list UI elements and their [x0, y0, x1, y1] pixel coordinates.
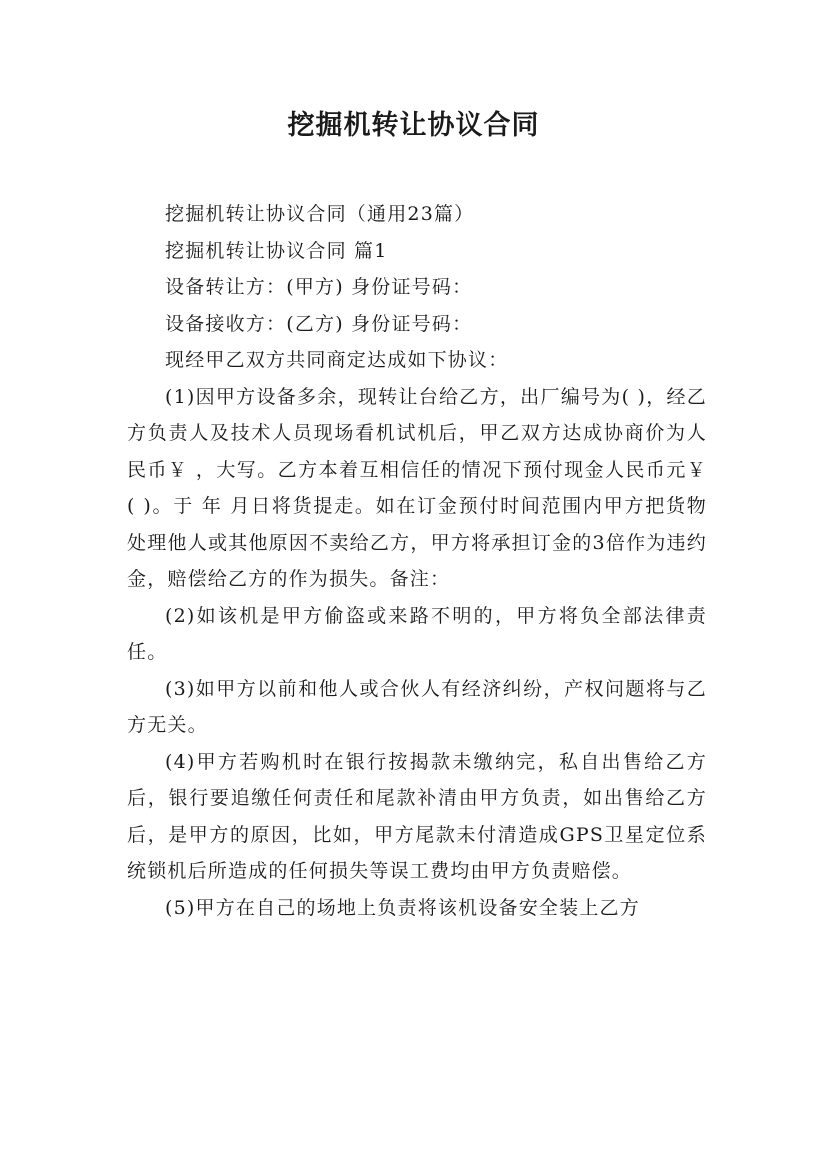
paragraph-clause-2: (2)如该机是甲方偷盗或来路不明的，甲方将负全部法律责任。: [127, 604, 707, 663]
document-title: 挖掘机转让协议合同: [287, 110, 540, 141]
paragraph-clause-1: (1)因甲方设备多余，现转让台给乙方，出厂编号为( )，经乙方负责人及技术人员现场看机试机后，甲乙双方达成协商价为人民币￥ ，大写。乙方本着互相信任的情况下预付现金人民币元￥( )。于 年 月日将货提走。如在订金预付时间范围内甲方把货物处理他人或其他原因不卖给乙方，甲方将承担订金的3倍作为违约金，赔偿给乙方的作为损失。备注：: [127, 385, 707, 590]
paragraph-section-heading: 挖掘机转让协议合同 篇1: [165, 239, 388, 262]
paragraph-subtitle: 挖掘机转让协议合同（通用23篇）: [165, 203, 475, 225]
paragraph-transferor: 设备转让方：(甲方) 身份证号码：: [165, 276, 473, 298]
paragraph-agreement-intro: 现经甲乙双方共同商定达成如下协议：: [165, 349, 509, 371]
paragraph-receiver: 设备接收方：(乙方) 身份证号码：: [165, 312, 473, 335]
document-body: [127, 196, 707, 926]
paragraph-clause-5: (5)甲方在自己的场地上负责将该机设备安全装上乙方: [165, 896, 640, 919]
paragraph-clause-4: (4)甲方若购机时在银行按揭款未缴纳完，私自出售给乙方后，银行要追缴任何责任和尾款补清由甲方负责，如出售给乙方后，是甲方的原因，比如，甲方尾款未付清造成GPS卫星定位系统锁机后所造成的任何损失等误工费均由甲方负责赔偿。: [127, 750, 707, 882]
paragraph-clause-3: (3)如甲方以前和他人或合伙人有经济纠纷，产权问题将与乙方无关。: [127, 677, 707, 736]
